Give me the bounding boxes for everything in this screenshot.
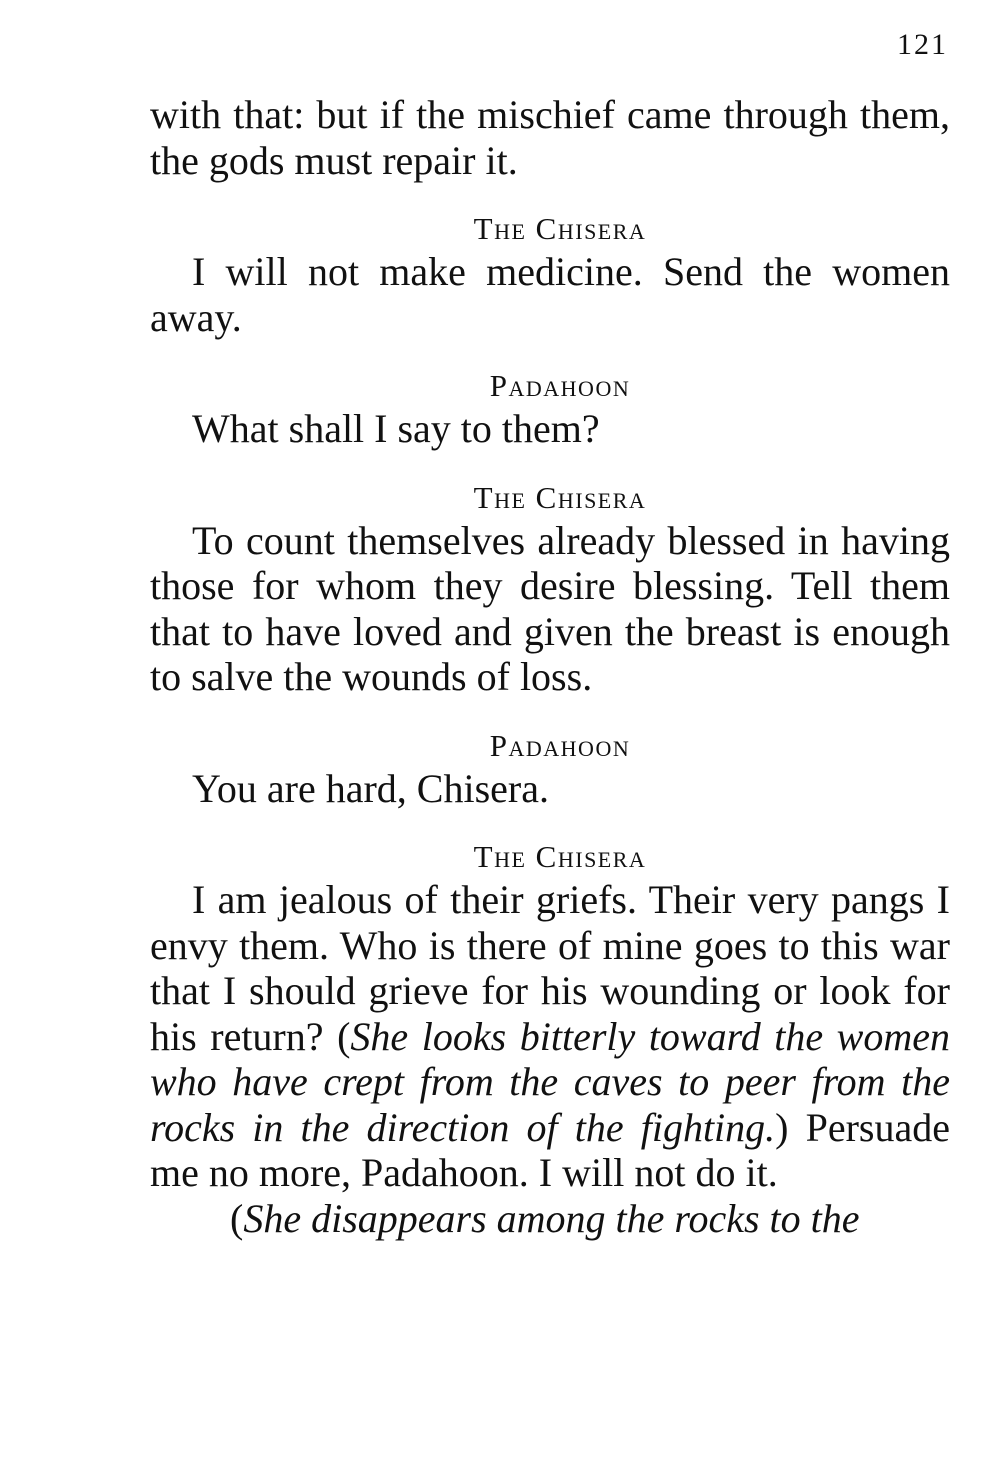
speech-with-stage-direction xyxy=(150,877,950,1196)
speech-part: ) Persuade me no more, Padahoon. I will not do it. xyxy=(150,1104,950,1195)
speech: I will not make medicine. Send the women away. xyxy=(150,249,950,340)
page-number: 121 xyxy=(897,28,948,61)
speaker-name: Padahoon xyxy=(489,368,631,403)
speaker-name: The Chisera xyxy=(473,479,647,515)
continued-speech: with that: but if the mischief came through them, the gods must repair it. xyxy=(150,92,950,183)
speaker-name: The Chisera xyxy=(473,839,647,874)
speech: You are hard, Chisera. xyxy=(192,765,549,811)
speech: What shall I say to them? xyxy=(192,406,600,451)
speaker-name: Padahoon xyxy=(489,727,631,763)
page-body xyxy=(150,92,950,1241)
stage-direction: She disappears among the rocks to the xyxy=(243,1195,860,1241)
stage-direction: She looks bitterly toward the women who have crept from the caves to peer from the rocks in the direction of the fighting. xyxy=(150,1013,951,1150)
speech-part: I am jealous of their griefs. Their very pangs I envy them. Who is there of mine goes to this war that I should grieve for his wounding or look for his return? ( xyxy=(150,877,950,1059)
speaker-name: The Chisera xyxy=(473,211,647,246)
open-paren: ( xyxy=(230,1195,244,1241)
stage-direction-line xyxy=(150,1196,950,1242)
speech: To count themselves already blessed in having those for whom they desire blessing. Tell them that to have loved and given the breast is enough to salve the wounds of loss. xyxy=(150,517,950,699)
